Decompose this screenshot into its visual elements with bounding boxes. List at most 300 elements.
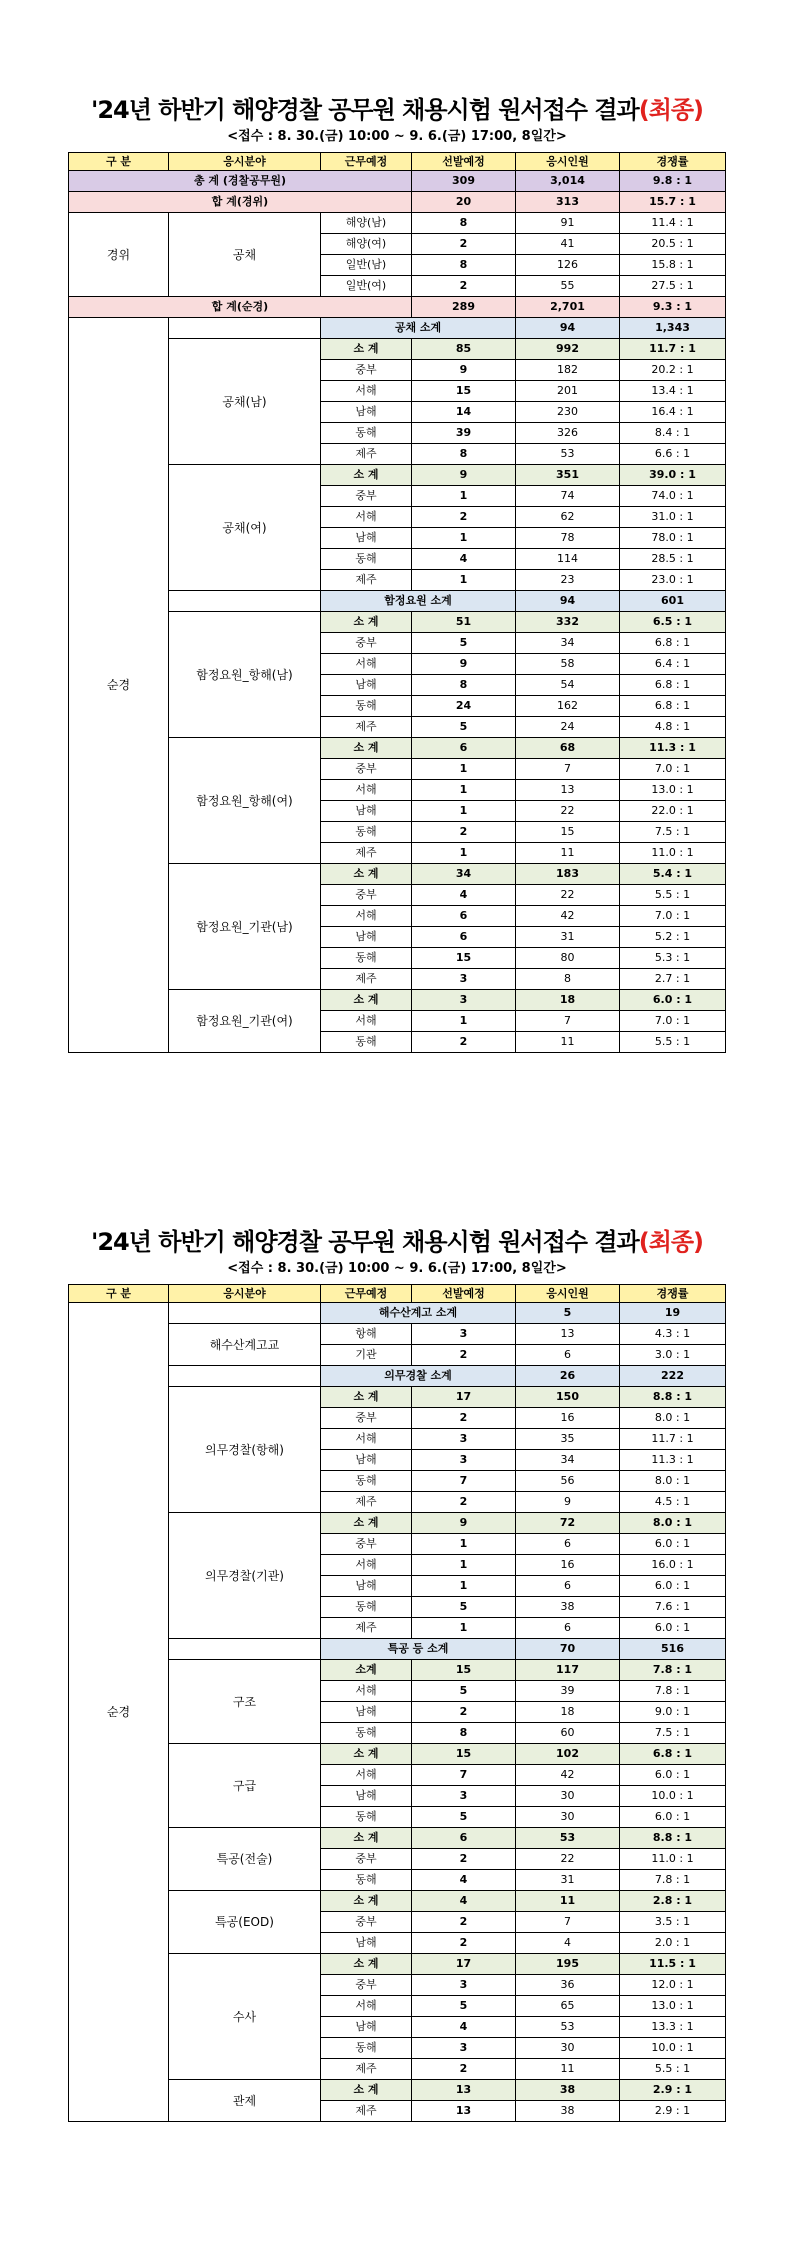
subtotal-label: 특공 등 소계 [321, 1639, 516, 1660]
quota-value: 7 [412, 1471, 516, 1492]
applicant-value: 30 [516, 1786, 620, 1807]
category-cell: 순경 [69, 318, 169, 1053]
quota-value: 1 [412, 1011, 516, 1032]
field-cell: 함정요원_기관(남) [169, 864, 321, 990]
ratio-value: 13.0 : 1 [620, 1996, 726, 2017]
office-cell: 제주 [321, 570, 412, 591]
office-cell: 소 계 [321, 1387, 412, 1408]
applicant-value: 36 [516, 1975, 620, 1996]
ratio-value: 6.0 : 1 [620, 1576, 726, 1597]
quota-value: 94 [516, 318, 620, 339]
quota-value: 4 [412, 1870, 516, 1891]
field-cell: 특공(전술) [169, 1828, 321, 1891]
quota-value: 2 [412, 2059, 516, 2080]
ratio-value: 11.0 : 1 [620, 1849, 726, 1870]
applicant-value: 313 [516, 192, 620, 213]
col-applicants-header: 응시인원 [516, 153, 620, 171]
ratio-value: 6.0 : 1 [620, 1807, 726, 1828]
applicant-value: 19 [620, 1303, 726, 1324]
office-cell: 중부 [321, 360, 412, 381]
office-cell: 해양(여) [321, 234, 412, 255]
applicant-value: 6 [516, 1534, 620, 1555]
ratio-value: 13.0 : 1 [620, 780, 726, 801]
ratio-value: 5.4 : 1 [620, 864, 726, 885]
quota-value: 15 [412, 381, 516, 402]
blank-cell [169, 1639, 321, 1660]
quota-value: 8 [412, 675, 516, 696]
office-cell: 서해 [321, 906, 412, 927]
quota-value: 3 [412, 990, 516, 1011]
ratio-value: 13.3 : 1 [620, 2017, 726, 2038]
applicant-value: 150 [516, 1387, 620, 1408]
office-cell: 동해 [321, 948, 412, 969]
applicant-value: 7 [516, 759, 620, 780]
quota-value: 8 [412, 213, 516, 234]
page-2 [0, 1224, 794, 2117]
applicant-value: 601 [620, 591, 726, 612]
subtotal-label: 함정요원 소계 [321, 591, 516, 612]
ratio-value: 6.0 : 1 [620, 990, 726, 1011]
ratio-value: 6.6 : 1 [620, 444, 726, 465]
quota-value: 1 [412, 570, 516, 591]
results-table-1 [68, 152, 726, 1053]
quota-value: 5 [412, 717, 516, 738]
applicant-value: 18 [516, 1702, 620, 1723]
quota-value: 5 [412, 1597, 516, 1618]
quota-value: 2 [412, 507, 516, 528]
subtotal-label: 합 계(순경) [69, 297, 412, 318]
ratio-value: 20.5 : 1 [620, 234, 726, 255]
ratio-value: 4.3 : 1 [620, 1324, 726, 1345]
ratio-value: 8.4 : 1 [620, 423, 726, 444]
applicant-value: 23 [516, 570, 620, 591]
office-cell: 서해 [321, 1681, 412, 1702]
quota-value: 3 [412, 1450, 516, 1471]
office-cell: 서해 [321, 1429, 412, 1450]
category-cell: 순경 [69, 1303, 169, 2122]
ratio-value: 11.7 : 1 [620, 1429, 726, 1450]
ratio-value: 7.0 : 1 [620, 1011, 726, 1032]
quota-value: 70 [516, 1639, 620, 1660]
subtotal-label: 총 계 (경찰공무원) [69, 171, 412, 192]
applicant-value: 54 [516, 675, 620, 696]
field-cell: 구조 [169, 1660, 321, 1744]
applicant-value: 13 [516, 780, 620, 801]
col-quota-header: 선발예정 [412, 1285, 516, 1303]
ratio-value: 7.6 : 1 [620, 1597, 726, 1618]
applicant-value: 351 [516, 465, 620, 486]
quota-value: 85 [412, 339, 516, 360]
applicant-value: 78 [516, 528, 620, 549]
blank-cell [169, 1366, 321, 1387]
applicant-value: 30 [516, 2038, 620, 2059]
quota-value: 7 [412, 1765, 516, 1786]
ratio-value: 3.0 : 1 [620, 1345, 726, 1366]
subtotal-label: 해수산계고 소계 [321, 1303, 516, 1324]
office-cell: 소 계 [321, 1954, 412, 1975]
quota-value: 1 [412, 1618, 516, 1639]
office-cell: 소 계 [321, 990, 412, 1011]
ratio-value: 15.8 : 1 [620, 255, 726, 276]
quota-value: 15 [412, 1744, 516, 1765]
applicant-value: 34 [516, 1450, 620, 1471]
quota-value: 2 [412, 1345, 516, 1366]
applicant-value: 18 [516, 990, 620, 1011]
subtotal-label: 의무경찰 소계 [321, 1366, 516, 1387]
applicant-value: 2,701 [516, 297, 620, 318]
ratio-value: 22.0 : 1 [620, 801, 726, 822]
applicant-value: 22 [516, 1849, 620, 1870]
field-cell: 함정요원_기관(여) [169, 990, 321, 1053]
ratio-value: 7.8 : 1 [620, 1660, 726, 1681]
applicant-value: 7 [516, 1912, 620, 1933]
ratio-value: 15.7 : 1 [620, 192, 726, 213]
applicant-value: 222 [620, 1366, 726, 1387]
field-cell: 관제 [169, 2080, 321, 2122]
title-main: '24년 하반기 해양경찰 공무원 채용시험 원서접수 결과 [90, 1228, 639, 1256]
ratio-value: 6.0 : 1 [620, 1534, 726, 1555]
quota-value: 2 [412, 1933, 516, 1954]
applicant-value: 30 [516, 1807, 620, 1828]
quota-value: 4 [412, 549, 516, 570]
applicant-value: 42 [516, 906, 620, 927]
ratio-value: 5.3 : 1 [620, 948, 726, 969]
quota-value: 15 [412, 1660, 516, 1681]
col-category-header: 구 분 [69, 153, 169, 171]
office-cell: 중부 [321, 486, 412, 507]
ratio-value: 13.4 : 1 [620, 381, 726, 402]
blank-cell [169, 1303, 321, 1324]
quota-value: 15 [412, 948, 516, 969]
office-cell: 동해 [321, 1723, 412, 1744]
office-cell: 제주 [321, 2101, 412, 2122]
ratio-value: 2.8 : 1 [620, 1891, 726, 1912]
quota-value: 9 [412, 1513, 516, 1534]
applicant-value: 6 [516, 1576, 620, 1597]
application-period: <접수 : 8. 30.(금) 10:00 ~ 9. 6.(금) 17:00, 8일간> [227, 129, 567, 144]
ratio-value: 7.5 : 1 [620, 1723, 726, 1744]
office-cell: 소 계 [321, 738, 412, 759]
ratio-value: 11.4 : 1 [620, 213, 726, 234]
field-cell: 함정요원_항해(남) [169, 612, 321, 738]
application-period: <접수 : 8. 30.(금) 10:00 ~ 9. 6.(금) 17:00, 8일간> [227, 1261, 567, 1276]
quota-value: 4 [412, 885, 516, 906]
quota-value: 2 [412, 1492, 516, 1513]
ratio-value: 11.3 : 1 [620, 1450, 726, 1471]
ratio-value: 5.2 : 1 [620, 927, 726, 948]
title-main: '24년 하반기 해양경찰 공무원 채용시험 원서접수 결과 [90, 96, 639, 124]
office-cell: 제주 [321, 843, 412, 864]
ratio-value: 16.4 : 1 [620, 402, 726, 423]
ratio-value: 20.2 : 1 [620, 360, 726, 381]
field-cell: 수사 [169, 1954, 321, 2080]
applicant-value: 53 [516, 444, 620, 465]
ratio-value: 5.5 : 1 [620, 2059, 726, 2080]
applicant-value: 24 [516, 717, 620, 738]
office-cell: 서해 [321, 780, 412, 801]
office-cell: 중부 [321, 633, 412, 654]
applicant-value: 39 [516, 1681, 620, 1702]
office-cell: 기관 [321, 1345, 412, 1366]
ratio-value: 3.5 : 1 [620, 1912, 726, 1933]
quota-value: 2 [412, 276, 516, 297]
ratio-value: 11.7 : 1 [620, 339, 726, 360]
ratio-value: 4.8 : 1 [620, 717, 726, 738]
office-cell: 제주 [321, 1618, 412, 1639]
office-cell: 남해 [321, 675, 412, 696]
applicant-value: 38 [516, 1597, 620, 1618]
col-office-header: 근무예정 [321, 153, 412, 171]
quota-value: 1 [412, 1576, 516, 1597]
office-cell: 남해 [321, 1450, 412, 1471]
field-cell: 특공(EOD) [169, 1891, 321, 1954]
field-cell: 의무경찰(항해) [169, 1387, 321, 1513]
office-cell: 동해 [321, 1870, 412, 1891]
quota-value: 5 [412, 1681, 516, 1702]
office-cell: 동해 [321, 822, 412, 843]
office-cell: 서해 [321, 507, 412, 528]
quota-value: 1 [412, 1555, 516, 1576]
field-cell: 공채(남) [169, 339, 321, 465]
table-row [69, 318, 726, 339]
office-cell: 동해 [321, 1597, 412, 1618]
office-cell: 소 계 [321, 2080, 412, 2101]
office-cell: 동해 [321, 549, 412, 570]
quota-value: 13 [412, 2080, 516, 2101]
quota-value: 6 [412, 738, 516, 759]
col-ratio-header: 경쟁률 [620, 1285, 726, 1303]
office-cell: 제주 [321, 2059, 412, 2080]
ratio-value: 8.8 : 1 [620, 1828, 726, 1849]
applicant-value: 31 [516, 927, 620, 948]
office-cell: 남해 [321, 2017, 412, 2038]
ratio-value: 8.0 : 1 [620, 1408, 726, 1429]
office-cell: 소 계 [321, 864, 412, 885]
office-cell: 중부 [321, 1912, 412, 1933]
quota-value: 1 [412, 528, 516, 549]
quota-value: 8 [412, 444, 516, 465]
applicant-value: 102 [516, 1744, 620, 1765]
applicant-value: 35 [516, 1429, 620, 1450]
table-row [69, 297, 726, 318]
applicant-value: 8 [516, 969, 620, 990]
office-cell: 해양(남) [321, 213, 412, 234]
quota-value: 3 [412, 1975, 516, 1996]
office-cell: 제주 [321, 1492, 412, 1513]
applicant-value: 117 [516, 1660, 620, 1681]
field-cell: 의무경찰(기관) [169, 1513, 321, 1639]
table-row [69, 192, 726, 213]
office-cell: 중부 [321, 759, 412, 780]
quota-value: 8 [412, 1723, 516, 1744]
quota-value: 39 [412, 423, 516, 444]
col-field-header: 응시분야 [169, 1285, 321, 1303]
applicant-value: 42 [516, 1765, 620, 1786]
quota-value: 1 [412, 1534, 516, 1555]
office-cell: 제주 [321, 444, 412, 465]
office-cell: 소 계 [321, 465, 412, 486]
table-row [69, 1303, 726, 1324]
col-applicants-header: 응시인원 [516, 1285, 620, 1303]
quota-value: 2 [412, 234, 516, 255]
applicant-value: 15 [516, 822, 620, 843]
blank-cell [169, 318, 321, 339]
applicant-value: 9 [516, 1492, 620, 1513]
quota-value: 24 [412, 696, 516, 717]
quota-value: 5 [412, 1807, 516, 1828]
applicant-value: 65 [516, 1996, 620, 2017]
title-final-badge: (최종) [638, 96, 704, 124]
col-office-header: 근무예정 [321, 1285, 412, 1303]
office-cell: 동해 [321, 1471, 412, 1492]
blank-cell [169, 591, 321, 612]
quota-value: 17 [412, 1954, 516, 1975]
quota-value: 3 [412, 2038, 516, 2059]
quota-value: 6 [412, 906, 516, 927]
applicant-value: 11 [516, 843, 620, 864]
office-cell: 남해 [321, 1786, 412, 1807]
applicant-value: 1,343 [620, 318, 726, 339]
ratio-value: 10.0 : 1 [620, 1786, 726, 1807]
category-cell: 경위 [69, 213, 169, 297]
office-cell: 소 계 [321, 1513, 412, 1534]
quota-value: 2 [412, 1032, 516, 1053]
quota-value: 2 [412, 1408, 516, 1429]
ratio-value: 7.0 : 1 [620, 906, 726, 927]
ratio-value: 78.0 : 1 [620, 528, 726, 549]
quota-value: 1 [412, 780, 516, 801]
ratio-value: 74.0 : 1 [620, 486, 726, 507]
field-cell: 함정요원_항해(여) [169, 738, 321, 864]
table-row [69, 213, 726, 234]
quota-value: 1 [412, 486, 516, 507]
applicant-value: 55 [516, 276, 620, 297]
applicant-value: 332 [516, 612, 620, 633]
ratio-value: 28.5 : 1 [620, 549, 726, 570]
quota-value: 9 [412, 360, 516, 381]
office-cell: 소 계 [321, 1828, 412, 1849]
applicant-value: 3,014 [516, 171, 620, 192]
office-cell: 서해 [321, 1011, 412, 1032]
office-cell: 남해 [321, 402, 412, 423]
office-cell: 동해 [321, 2038, 412, 2059]
ratio-value: 6.8 : 1 [620, 696, 726, 717]
ratio-value: 12.0 : 1 [620, 1975, 726, 1996]
office-cell: 소 계 [321, 1891, 412, 1912]
applicant-value: 11 [516, 1032, 620, 1053]
applicant-value: 6 [516, 1345, 620, 1366]
applicant-value: 11 [516, 1891, 620, 1912]
ratio-value: 6.0 : 1 [620, 1765, 726, 1786]
document-title [0, 1224, 794, 1260]
col-category-header: 구 분 [69, 1285, 169, 1303]
applicant-value: 114 [516, 549, 620, 570]
office-cell: 남해 [321, 801, 412, 822]
office-cell: 중부 [321, 1849, 412, 1870]
office-cell: 서해 [321, 654, 412, 675]
office-cell: 서해 [321, 1555, 412, 1576]
applicant-value: 183 [516, 864, 620, 885]
applicant-value: 72 [516, 1513, 620, 1534]
office-cell: 동해 [321, 696, 412, 717]
applicant-value: 62 [516, 507, 620, 528]
quota-value: 20 [412, 192, 516, 213]
ratio-value: 7.8 : 1 [620, 1870, 726, 1891]
applicant-value: 201 [516, 381, 620, 402]
quota-value: 13 [412, 2101, 516, 2122]
applicant-value: 60 [516, 1723, 620, 1744]
ratio-value: 31.0 : 1 [620, 507, 726, 528]
applicant-value: 91 [516, 213, 620, 234]
field-cell: 해수산계고교 [169, 1324, 321, 1366]
applicant-value: 38 [516, 2101, 620, 2122]
ratio-value: 7.0 : 1 [620, 759, 726, 780]
office-cell: 남해 [321, 927, 412, 948]
office-cell: 동해 [321, 423, 412, 444]
ratio-value: 23.0 : 1 [620, 570, 726, 591]
quota-value: 34 [412, 864, 516, 885]
quota-value: 1 [412, 759, 516, 780]
ratio-value: 11.5 : 1 [620, 1954, 726, 1975]
quota-value: 9 [412, 465, 516, 486]
quota-value: 4 [412, 2017, 516, 2038]
office-cell: 소계 [321, 1660, 412, 1681]
quota-value: 51 [412, 612, 516, 633]
applicant-value: 126 [516, 255, 620, 276]
office-cell: 서해 [321, 381, 412, 402]
quota-value: 26 [516, 1366, 620, 1387]
applicant-value: 34 [516, 633, 620, 654]
ratio-value: 2.9 : 1 [620, 2101, 726, 2122]
applicant-value: 13 [516, 1324, 620, 1345]
applicant-value: 992 [516, 339, 620, 360]
applicant-value: 41 [516, 234, 620, 255]
quota-value: 2 [412, 1702, 516, 1723]
applicant-value: 53 [516, 2017, 620, 2038]
quota-value: 2 [412, 1849, 516, 1870]
quota-value: 3 [412, 1786, 516, 1807]
field-cell: 공채 [169, 213, 321, 297]
ratio-value: 7.8 : 1 [620, 1681, 726, 1702]
office-cell: 일반(남) [321, 255, 412, 276]
ratio-value: 2.0 : 1 [620, 1933, 726, 1954]
office-cell: 동해 [321, 1032, 412, 1053]
ratio-value: 11.0 : 1 [620, 843, 726, 864]
office-cell: 중부 [321, 1975, 412, 1996]
quota-value: 14 [412, 402, 516, 423]
quota-value: 5 [516, 1303, 620, 1324]
applicant-value: 38 [516, 2080, 620, 2101]
ratio-value: 5.5 : 1 [620, 1032, 726, 1053]
applicant-value: 31 [516, 1870, 620, 1891]
subtotal-label: 공채 소계 [321, 318, 516, 339]
document-title [0, 92, 794, 128]
quota-value: 3 [412, 1429, 516, 1450]
applicant-value: 22 [516, 885, 620, 906]
quota-value: 1 [412, 801, 516, 822]
office-cell: 제주 [321, 969, 412, 990]
ratio-value: 5.5 : 1 [620, 885, 726, 906]
office-cell: 소 계 [321, 339, 412, 360]
page-1 [0, 92, 794, 1048]
quota-value: 309 [412, 171, 516, 192]
ratio-value: 6.8 : 1 [620, 1744, 726, 1765]
office-cell: 소 계 [321, 1744, 412, 1765]
applicant-value: 56 [516, 1471, 620, 1492]
ratio-value: 6.0 : 1 [620, 1618, 726, 1639]
ratio-value: 6.5 : 1 [620, 612, 726, 633]
applicant-value: 58 [516, 654, 620, 675]
